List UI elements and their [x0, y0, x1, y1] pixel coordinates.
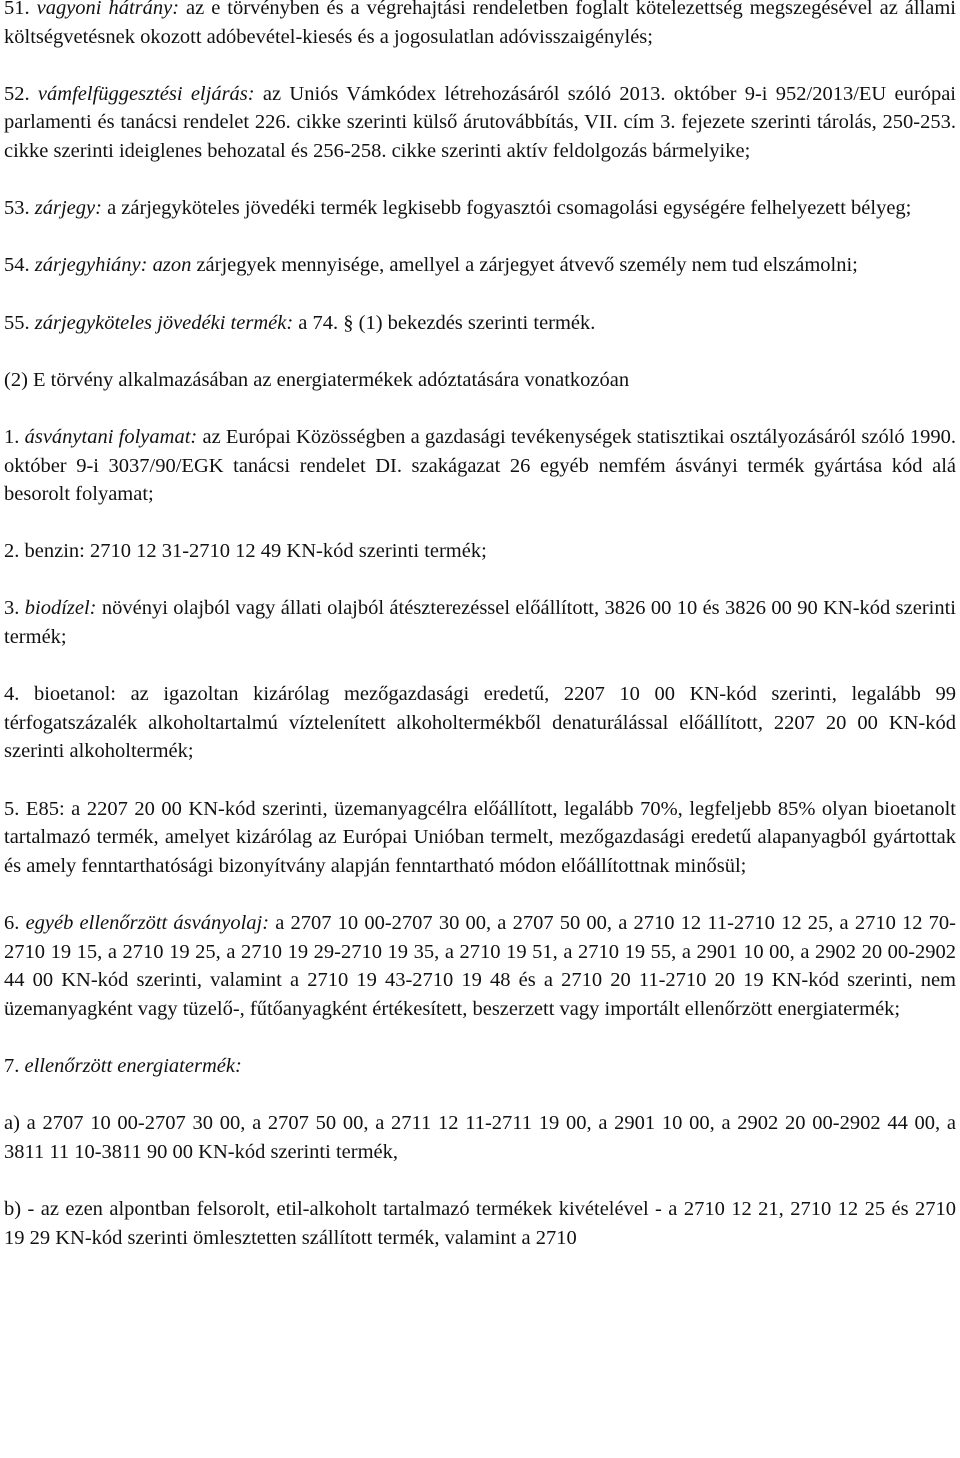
definition-52 — [4, 80, 956, 166]
item-number: 5. — [4, 797, 20, 820]
defined-term: egyéb ellenőrzött ásványolaj: — [25, 912, 270, 934]
subpoint-text: b) - az ezen alpontban felsorolt, etil-alkoholt tartalmazó termékek kivételével - a 2710 12 21, 2710 12 25 és 2710 19 29 KN-kód szerinti ömlesztetten szállított termék, valamint a 2710 — [4, 1197, 956, 1249]
definition-text: a 2707 10 00-2707 30 00, a 2707 50 00, a 2710 12 11-2710 12 25, a 2710 12 70-2710 19 15, a 2710 19 25, a 2710 19 29-2710 19 35, a 2710 19 51, a 2710 19 55, a 2901 10 00, a 2902 20 00-2902 44 00 KN-kód szerinti, valamint a 2710 19 43-2710 19 48 és a 2710 20 11-2710 20 19 KN-kód szerinti, nem üzemanyagként vagy tüzelő-, fűtőanyagként értékesített, beszerzett vagy importált ellenőrzött energiatermék; — [4, 912, 957, 1020]
subpoint-b — [4, 1195, 956, 1252]
definition-53 — [4, 194, 956, 223]
definition-54 — [4, 251, 956, 280]
item-number: 4. — [4, 683, 20, 706]
definition-text: az Uniós Vámkódex létrehozásáról szóló 2013. október 9-i 952/2013/EU európai parlamenti és tanácsi rendelet 226. cikke szerinti külső árutovábbítás, VII. cím 3. fejezete szerinti tárolás, 250-253. cikke szerinti ideiglenes behozatal és 256-258. cikke szerinti aktív feldolgozás bármelyike; — [4, 82, 956, 162]
item-number: 53. — [4, 197, 30, 220]
definition-text: benzin: 2710 12 31-2710 12 49 KN-kód szerinti termék; — [24, 540, 487, 563]
item-number: 54. — [4, 254, 30, 277]
item-number: 3. — [4, 597, 20, 620]
item-number: 55. — [4, 311, 30, 334]
defined-term: zárjegyhiány: azon — [34, 254, 192, 277]
section-2-intro — [4, 366, 956, 395]
item-number: 2. — [4, 540, 20, 563]
subpoint-text: a) a 2707 10 00-2707 30 00, a 2707 50 00, a 2711 12 11-2711 19 00, a 2901 10 00, a 2902 20 00-2902 44 00, a 3811 11 10-3811 90 00 KN-kód szerinti termék, — [4, 1112, 956, 1163]
definition-e7 — [4, 1052, 956, 1081]
definition-55 — [4, 309, 956, 338]
definition-e1 — [4, 423, 956, 509]
definition-text: az e törvényben és a végrehajtási rendeletben foglalt kötelezettség megszegésével az állami költségvetésnek okozott adóbevétel-kiesés és a jogosulatlan adóvisszaigénylés; — [4, 0, 956, 48]
defined-term: zárjegy: — [34, 197, 102, 220]
definition-text: a zárjegyköteles jövedéki termék legkisebb fogyasztói csomagolási egységére felhelyezett bélyeg; — [101, 197, 912, 220]
definition-text: zárjegyek mennyisége, amellyel a zárjegyet átvevő személy nem tud elszámolni; — [191, 254, 858, 277]
defined-term: ellenőrzött energiatermék: — [24, 1054, 242, 1077]
definition-text: E85: a 2207 20 00 KN-kód szerinti, üzemanyagcélra előállított, legalább 70%, legfeljebb 85% olyan bioetanolt tartalmazó termék, amelyet kizárólag az Európai Unióban termelt, mezőgazdasági eredetű alapanyagból gyártottak és amely fenntarthatósági bizonyítvány alapján fenntartható módon előállítottnak minősül; — [4, 797, 956, 877]
item-number: 1. — [4, 425, 20, 448]
item-number: 6. — [4, 912, 20, 934]
definition-text: növényi olajból vagy állati olajból átészterezéssel előállított, 3826 00 10 és 3826 00 90 KN-kód szerinti termék; — [4, 597, 956, 649]
section-text: (2) E törvény alkalmazásában az energiatermékek adóztatására vonatkozóan — [4, 368, 630, 391]
item-number: 7. — [4, 1054, 20, 1077]
definition-text: a 74. § (1) bekezdés szerinti termék. — [293, 311, 596, 334]
definition-e5 — [4, 795, 956, 881]
definition-51 — [4, 0, 956, 51]
definition-e4 — [4, 680, 956, 766]
definition-e3 — [4, 594, 956, 651]
defined-term: biodízel: — [24, 597, 97, 620]
subpoint-a — [4, 1109, 956, 1166]
defined-term: vagyoni hátrány: — [36, 0, 180, 19]
defined-term: zárjegyköteles jövedéki termék: — [34, 311, 294, 334]
defined-term: vámfelfüggesztési eljárás: — [37, 82, 255, 105]
definition-e2 — [4, 537, 956, 566]
item-number: 51. — [4, 0, 30, 19]
definition-text: az Európai Közösségben a gazdasági tevékenységek statisztikai osztályozásáról szóló 1990. október 9-i 3037/90/EGK tanácsi rendelet DI. szakágazat 26 egyéb nemfém ásványi termék gyártása kód alá besorolt folyamat; — [4, 425, 956, 506]
defined-term: ásványtani folyamat: — [24, 425, 198, 448]
item-number: 52. — [4, 82, 30, 105]
definition-e6 — [4, 909, 956, 1023]
definition-text: bioetanol: az igazoltan kizárólag mezőgazdasági eredetű, 2207 10 00 KN-kód szerinti, legalább 99 térfogatszázalék alkoholtartalmú víztelenített alkoholtermékből denaturálással előállított, 2207 20 00 KN-kód szerinti alkoholtermék; — [4, 683, 957, 763]
